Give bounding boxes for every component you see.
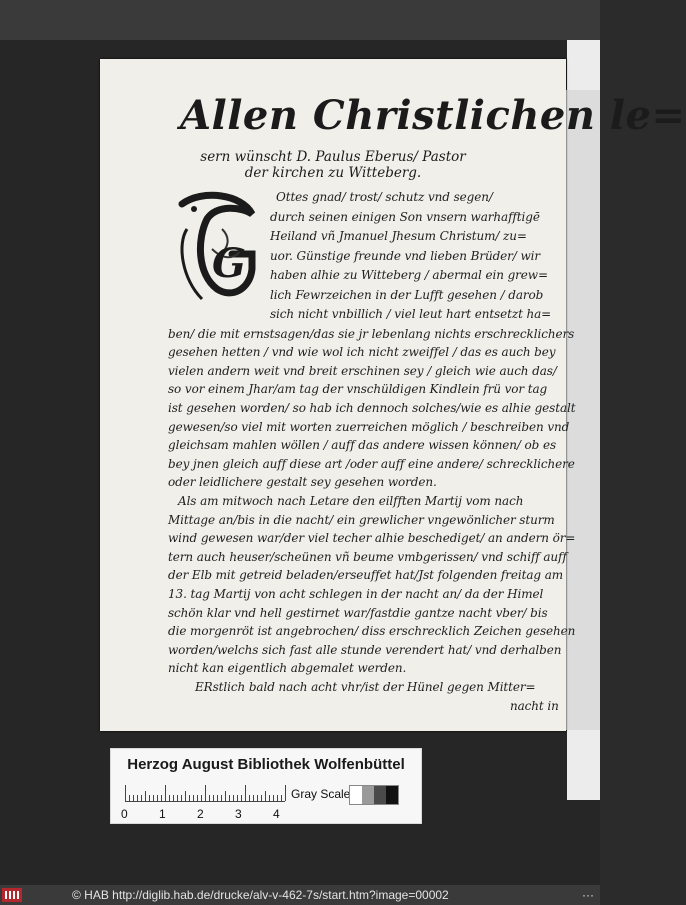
ruler-tick xyxy=(241,795,242,801)
body-line: schön klar vnd hell gestirnet war/fastdie gantze nacht vber/ bis xyxy=(168,605,548,620)
body-line: die morgenröt ist angebrochen/ diss erschrecklich Zeichen gesehen xyxy=(168,624,576,639)
subtitle-line-2: der kirchen zu Witteberg. xyxy=(244,165,422,181)
ruler-tick xyxy=(125,785,126,801)
ruler-tick xyxy=(217,795,218,801)
more-dots-icon[interactable]: ··· xyxy=(582,888,594,902)
body-line: wind gewesen war/der viel techer alhie beschediget/ an andern ör= xyxy=(168,531,576,546)
ruler-tick xyxy=(221,795,222,801)
ruler-tick xyxy=(245,785,246,801)
ruler-tick xyxy=(253,795,254,801)
ruler-tick xyxy=(185,791,186,801)
ruler-tick xyxy=(213,795,214,801)
gray-swatch xyxy=(374,786,386,804)
body-line: nicht kan eigentlich abgemalet werden. xyxy=(168,661,407,676)
ruler-tick xyxy=(149,795,150,801)
gray-swatch xyxy=(350,786,362,804)
gray-swatch xyxy=(362,786,374,804)
body-line: nacht in xyxy=(510,698,559,713)
ruler-tick xyxy=(225,791,226,801)
body-line: 13. tag Martij von acht schlegen in der nacht an/ da der Himel xyxy=(168,586,544,601)
scan-top-band xyxy=(0,0,600,40)
body-line: oder leidlichere gestalt sey gesehen worden. xyxy=(168,475,437,490)
ruler-number: 1 xyxy=(159,807,166,821)
ruler-number: 0 xyxy=(121,807,128,821)
ruler-tick xyxy=(153,795,154,801)
body-line: Mittage an/bis in die nacht/ ein grewlicher vngewönlicher sturm xyxy=(168,512,555,527)
body-line: haben alhie zu Witteberg / abermal ein grew= xyxy=(270,268,548,282)
subtitle-line-1: sern wünscht D. Paulus Eberus/ Pastor xyxy=(200,149,466,165)
ruler-tick xyxy=(249,795,250,801)
drop-cap-ornament xyxy=(172,189,262,309)
gray-scale-label: Gray Scale xyxy=(291,787,351,801)
ruler-tick xyxy=(133,795,134,801)
ruler-tick xyxy=(237,795,238,801)
ruler-tick xyxy=(257,795,258,801)
body-line: gewesen/so viel mit worten zuerreichen möglich / beschreiben vnd xyxy=(168,419,570,434)
ruler-tick xyxy=(229,795,230,801)
body-line: so vor einem Jhar/am tag der vnschüldigen Kindlein frü vor tag xyxy=(168,382,548,397)
ruler-tick xyxy=(285,785,286,801)
body-line: ERstlich bald nach acht vhr/ist der Hünel gegen Mitter= xyxy=(195,679,536,694)
body-line: bey jnen gleich auff diese art /oder auff eine andere/ schrecklichere xyxy=(168,456,575,471)
ruler-tick xyxy=(177,795,178,801)
ruler-tick xyxy=(277,795,278,801)
body-line: Ottes gnad/ trost/ schutz vnd segen/ xyxy=(276,190,493,204)
ruler-tick xyxy=(157,795,158,801)
body-line: Heiland vñ Jmanuel Jhesum Christum/ zu= xyxy=(270,229,527,243)
footer-bar xyxy=(0,885,600,905)
ruler-number: 4 xyxy=(273,807,280,821)
ruler-tick xyxy=(169,795,170,801)
body-line: ben/ die mit ernstsagen/das sie jr lebenlang nichts erschrecklichers xyxy=(168,326,575,341)
body-line: vielen andern weit vnd breit erschinen sey / gleich wie auch das/ xyxy=(168,363,557,378)
gray-swatch xyxy=(386,786,398,804)
body-line: gleichsam mahlen wöllen / auff das andere wissen können/ ob es xyxy=(168,438,557,453)
ruler-tick xyxy=(201,795,202,801)
body-line: gesehen hetten / vnd wie wol ich nicht zweiffel / das es auch bey xyxy=(168,345,556,360)
ruler-tick xyxy=(233,795,234,801)
drop-cap-letter: G xyxy=(212,240,247,287)
body-line: lich Fewrzeichen in der Lufft gesehen / darob xyxy=(270,287,544,302)
ruler-tick xyxy=(209,795,210,801)
ruler-tick xyxy=(137,795,138,801)
ruler-tick xyxy=(205,785,206,801)
ruler-tick xyxy=(269,795,270,801)
ruler-tick xyxy=(265,791,266,801)
copyright-url[interactable]: © HAB http://diglib.hab.de/drucke/alv-v-462-7s/start.htm?image=00002 xyxy=(72,888,449,902)
ruler-tick xyxy=(189,795,190,801)
library-reference-card xyxy=(110,748,422,824)
ruler-tick xyxy=(145,791,146,801)
ruler-tick xyxy=(181,795,182,801)
ruler-tick xyxy=(281,795,282,801)
body-line: durch seinen einigen Son vnsern warhafftigē xyxy=(270,209,540,224)
body-line: worden/welchs sich fast alle stunde verendert hat/ vnd derhalben xyxy=(168,642,562,657)
body-line: tern auch heuser/scheünen vñ beume vmbgerissen/ vnd schiff auff xyxy=(168,549,567,564)
hab-logo-icon xyxy=(2,888,22,902)
scale-ruler xyxy=(125,783,285,802)
page-title: Allen Christlichen le= xyxy=(180,92,686,139)
body-line: ist gesehen worden/ so hab ich dennoch solches/wie es alhie gestalt xyxy=(168,400,576,415)
ruler-tick xyxy=(165,785,166,801)
ruler-number: 2 xyxy=(197,807,204,821)
document-page xyxy=(100,59,686,731)
ruler-tick xyxy=(173,795,174,801)
ruler-tick xyxy=(273,795,274,801)
ruler-tick xyxy=(197,795,198,801)
library-name: Herzog August Bibliothek Wolfenbüttel xyxy=(127,756,405,773)
body-line: sich nicht vnbillich / viel leut hart entsetzt ha= xyxy=(270,307,552,321)
ruler-tick xyxy=(193,795,194,801)
ruler-tick xyxy=(261,795,262,801)
ruler-tick xyxy=(129,795,130,801)
ruler-tick xyxy=(161,795,162,801)
body-line: Als am mitwoch nach Letare den eilfften Martij vom nach xyxy=(178,493,524,508)
ruler-number: 3 xyxy=(235,807,242,821)
ruler-tick xyxy=(141,795,142,801)
gray-scale-swatches xyxy=(349,785,399,805)
body-line: der Elb mit getreid beladen/erseuffet hat/Jst folgenden freitag am xyxy=(168,568,564,583)
body-line: uor. Günstige freunde vnd lieben Brüder/ wir xyxy=(270,248,541,263)
